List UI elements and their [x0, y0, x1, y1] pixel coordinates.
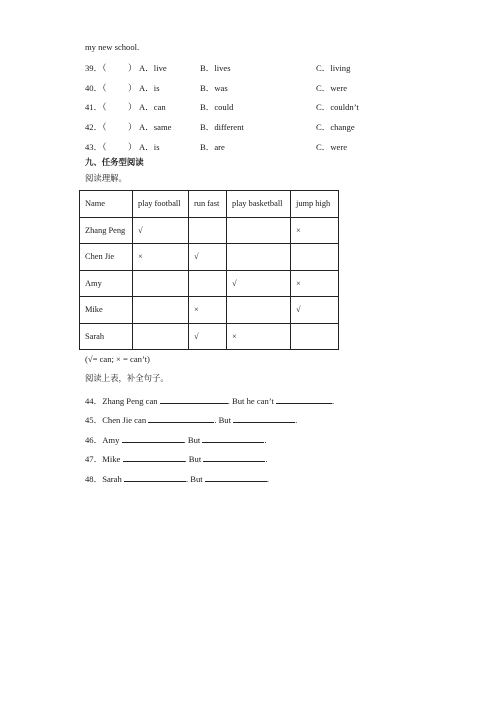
sentence-number: 46．	[85, 435, 103, 445]
table-cell: √	[133, 217, 189, 244]
sentence-item	[85, 434, 267, 445]
question-number: 39．（	[85, 63, 107, 73]
option-a: A．is	[139, 83, 160, 93]
option-c: C．living	[316, 63, 351, 73]
header-cell: run fast	[189, 191, 227, 218]
answer-blank[interactable]	[233, 414, 298, 425]
fill-instruction: 阅读上表，补全句子。	[85, 373, 169, 383]
option-b: B．are	[200, 142, 225, 152]
answer-blank[interactable]	[148, 414, 214, 423]
sentence-item	[85, 395, 334, 406]
table-cell	[227, 244, 291, 271]
table-row	[80, 217, 339, 244]
answer-blank[interactable]	[276, 395, 335, 406]
sentence-item	[85, 414, 297, 425]
table-header-row	[80, 191, 339, 218]
option-b: B．lives	[200, 63, 231, 73]
option-a: A．live	[139, 63, 167, 73]
table-cell	[133, 297, 189, 324]
sentence-end: .	[295, 415, 298, 425]
intro-line: my new school.	[85, 42, 140, 52]
sentence-number: 48．	[85, 474, 103, 484]
table-cell	[291, 244, 339, 271]
sentence-item	[85, 473, 269, 484]
ability-table	[79, 190, 339, 350]
sentence-part2: . But	[184, 454, 202, 464]
question-number: 40．（	[85, 83, 107, 93]
question-number: 43．（	[85, 142, 107, 152]
table-cell: √	[227, 270, 291, 297]
option-c: C．change	[316, 122, 355, 132]
paren-close: ）	[128, 83, 137, 93]
table-cell: ×	[133, 244, 189, 271]
sentence-part1: Chen Jie can	[102, 415, 147, 425]
sentence-part2: . But	[214, 415, 231, 425]
instruction: 阅读理解。	[85, 173, 127, 183]
table-cell: Mike	[80, 297, 133, 324]
table-row	[80, 244, 339, 271]
table-cell: ×	[291, 270, 339, 297]
sentence-part1: Sarah	[102, 474, 122, 484]
header-cell: play basketball	[227, 191, 291, 218]
sentence-part1: Zhang Peng can	[102, 396, 158, 406]
table-cell: Sarah	[80, 323, 133, 350]
option-b: B．could	[200, 102, 234, 112]
header-cell: Name	[80, 191, 133, 218]
question-number: 41．（	[85, 102, 107, 112]
table-cell: Zhang Peng	[80, 217, 133, 244]
table-cell	[189, 270, 227, 297]
option-a: A．is	[139, 142, 160, 152]
answer-blank[interactable]	[123, 453, 185, 462]
answer-blank[interactable]	[124, 473, 186, 482]
header-cell: jump high	[291, 191, 339, 218]
question-number: 42．（	[85, 122, 107, 132]
table-cell: ×	[291, 217, 339, 244]
table-cell: Chen Jie	[80, 244, 133, 271]
sentence-end: .	[264, 435, 267, 445]
paren-close: ）	[128, 63, 137, 73]
option-a: A．can	[139, 102, 166, 112]
table-cell	[133, 270, 189, 297]
paren-close: ）	[128, 142, 137, 152]
sentence-part2: . But he can’t	[227, 396, 274, 406]
answer-blank[interactable]	[203, 453, 268, 464]
table-cell	[189, 217, 227, 244]
section-title: 九、任务型阅读	[85, 157, 144, 167]
option-c: C．were	[316, 83, 348, 93]
paren-close: ）	[128, 102, 137, 112]
table-cell: √	[189, 323, 227, 350]
answer-blank[interactable]	[202, 434, 267, 445]
table-row	[80, 297, 339, 324]
sentence-item	[85, 453, 268, 464]
option-c: C．couldn’t	[316, 102, 359, 112]
table-cell	[291, 323, 339, 350]
option-b: B．was	[200, 83, 228, 93]
table-cell	[227, 217, 291, 244]
sentence-part1: Mike	[102, 454, 121, 464]
sentence-number: 44．	[85, 396, 103, 406]
table-row	[80, 323, 339, 350]
option-a: A．same	[139, 122, 172, 132]
table-cell: Amy	[80, 270, 133, 297]
sentence-part2: . But	[183, 435, 201, 445]
legend: (√= can; × = can’t)	[85, 354, 150, 364]
table-row	[80, 270, 339, 297]
table-cell: √	[189, 244, 227, 271]
sentence-part1: Amy	[102, 435, 120, 445]
table-cell: ×	[227, 323, 291, 350]
paren-close: ）	[128, 122, 137, 132]
sentence-end: .	[332, 396, 335, 406]
sentence-number: 47．	[85, 454, 103, 464]
option-c: C．were	[316, 142, 348, 152]
answer-blank[interactable]	[122, 434, 184, 443]
table-cell	[227, 297, 291, 324]
table-cell	[133, 323, 189, 350]
answer-blank[interactable]	[160, 395, 228, 404]
sentence-number: 45．	[85, 415, 103, 425]
table-cell: √	[291, 297, 339, 324]
table-cell: ×	[189, 297, 227, 324]
sentence-part2: . But	[185, 474, 203, 484]
sentence-end: .	[265, 454, 268, 464]
option-b: B．different	[200, 122, 244, 132]
header-cell: play football	[133, 191, 189, 218]
answer-blank[interactable]	[205, 473, 267, 482]
sentence-end: .	[266, 474, 269, 484]
